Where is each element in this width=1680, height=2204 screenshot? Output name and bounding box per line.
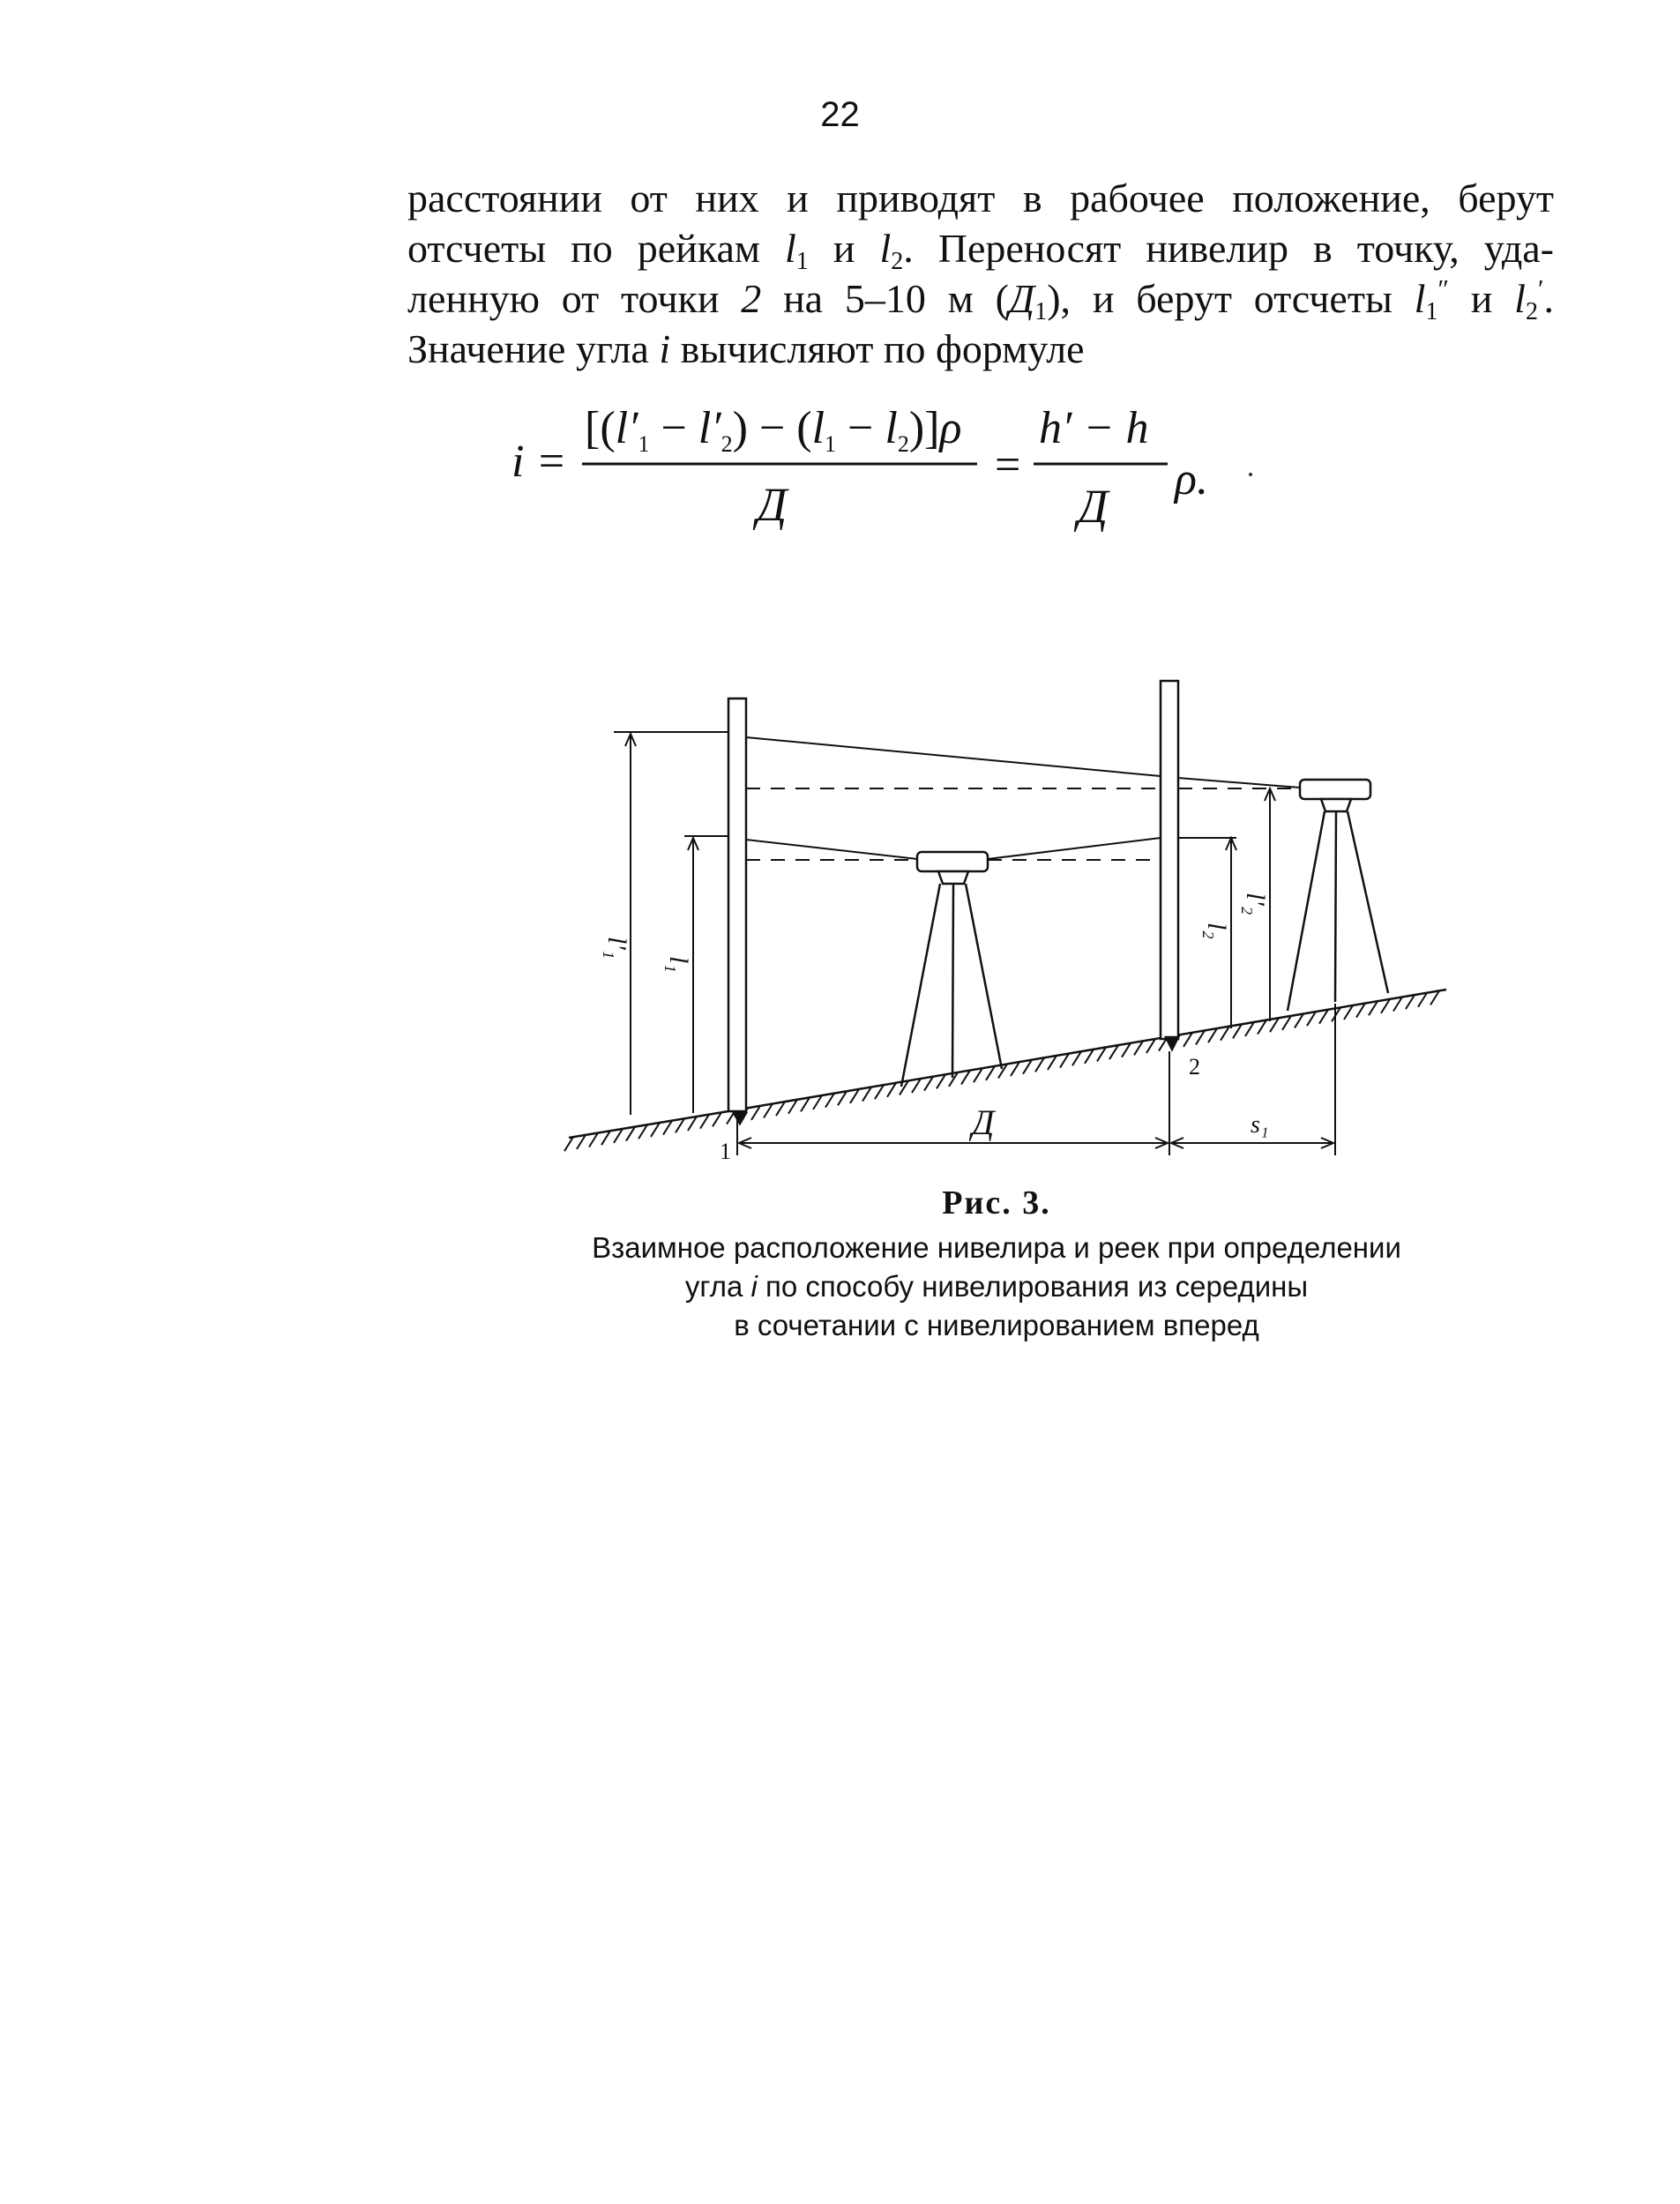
symbol-i: i [750,1270,758,1303]
formula-denominator: Д [757,478,788,531]
point-2-marker [1166,1037,1178,1050]
superscript: ″ [1437,274,1449,304]
sight-line [988,838,1161,859]
hatch-mark [564,1137,573,1151]
symbol-i: i [659,326,671,371]
text-run: ), и берут отсчеты [1047,276,1415,321]
symbol-l2: l [879,226,892,271]
ground-line [728,990,1446,1111]
paragraph-line-3 [407,273,1554,324]
level-middle [917,852,988,871]
text-run: и [1448,276,1515,321]
tripod-leg [901,884,940,1087]
caption-line-3: в сочетании с нивелированием вперед [734,1309,1259,1341]
superscript: ′ [1537,274,1544,304]
symbol-d1: Д [1008,276,1035,321]
label-point-1: 1 [720,1139,731,1164]
formula-numerator-2: h′ − h [1039,403,1149,453]
text-run: ленную от точки [407,276,742,321]
formula-svg [494,388,1252,547]
figure-caption [0,1229,1680,1345]
text-run: вычисляют по формуле [670,326,1085,371]
tripod-leg [1348,811,1388,993]
text-run: . Переносят нивелир в точку, уда- [903,226,1554,271]
paragraph-line-2 [407,223,1554,273]
term-l1: l [811,403,825,453]
text-run: Значение угла [407,326,660,371]
text-run: и [808,226,880,271]
caption-line-2 [0,1267,1680,1306]
page-number: 22 [820,95,860,134]
bracket-close: )] [908,403,940,453]
subscript: 1 [638,431,650,457]
text-run: отсчеты по рейкам [407,226,786,271]
symbol-l1: l [785,226,796,271]
sight-line [746,840,917,859]
label-point-2: 2 [1189,1054,1200,1080]
rho-symbol: ρ [939,403,962,453]
label-l1-prime: l′₁ [602,937,631,960]
bracket-open: [( [585,403,616,453]
symbol-l1-double-prime: l [1414,276,1426,321]
label-distance: Д [972,1102,995,1142]
rho-symbol: ρ. [1175,454,1208,504]
staff-1 [728,699,746,1111]
tripod-leg [1335,811,1336,1002]
bracket-middle: ) − ( [732,403,812,453]
formula [494,388,1252,547]
figure-caption-title: Рис. 3. [942,1184,1051,1222]
figure [556,670,1455,1164]
staff-2 [1161,681,1178,1039]
text-run: . [1543,276,1554,321]
subscript: 2 [897,431,909,457]
ground-hatching [564,990,1439,1151]
level-forward-head [1321,799,1351,811]
formula-numerator [585,403,961,457]
sight-line [746,737,1161,776]
sight-line [1178,778,1300,788]
subscript: 1 [795,248,809,275]
paragraph-line-1: расстоянии от них и приводят в рабочее положение, берут [407,176,1554,220]
term-l2-prime: l′ [698,403,721,453]
term-l1-prime: l′ [615,403,638,453]
equals-sign: = [995,440,1021,490]
text-run: угла [684,1270,751,1303]
point-number: 2 [741,276,762,321]
label-l2-prime: l′₂ [1241,893,1270,915]
body-paragraph [407,173,1554,374]
term-l2: l [885,403,898,453]
minus-sign: − [836,403,885,453]
ground-line [569,1111,728,1138]
point-1-marker [734,1113,746,1124]
leveling-diagram [556,670,1455,1164]
text-run: по способу нивелирования из середины [757,1270,1309,1303]
tripod-leg [966,884,1002,1069]
symbol-l2-prime: l [1514,276,1526,321]
formula-denominator-2: Д [1078,480,1109,533]
subscript: 1 [1034,298,1048,325]
level-forward [1300,780,1370,799]
paragraph-line-4 [407,324,1554,374]
formula-lhs: i = [511,437,567,487]
subscript: 1 [1425,298,1438,325]
level-middle-head [938,871,968,884]
tripod-leg [952,884,953,1078]
minus-sign: − [649,403,698,453]
label-offset: s₁ [1251,1111,1269,1139]
label-l1: l₁ [664,956,693,973]
subscript: 2 [891,248,904,275]
subscript: 2 [1525,298,1538,325]
subscript: 2 [721,431,733,457]
label-l2: l₂ [1202,923,1231,939]
text-run: на 5–10 м ( [761,276,1009,321]
tripod-leg [1288,811,1325,1011]
subscript: 1 [825,431,837,457]
stray-dot [1249,473,1252,476]
caption-line-1: Взаимное расположение нивелира и реек при определении [592,1231,1401,1264]
